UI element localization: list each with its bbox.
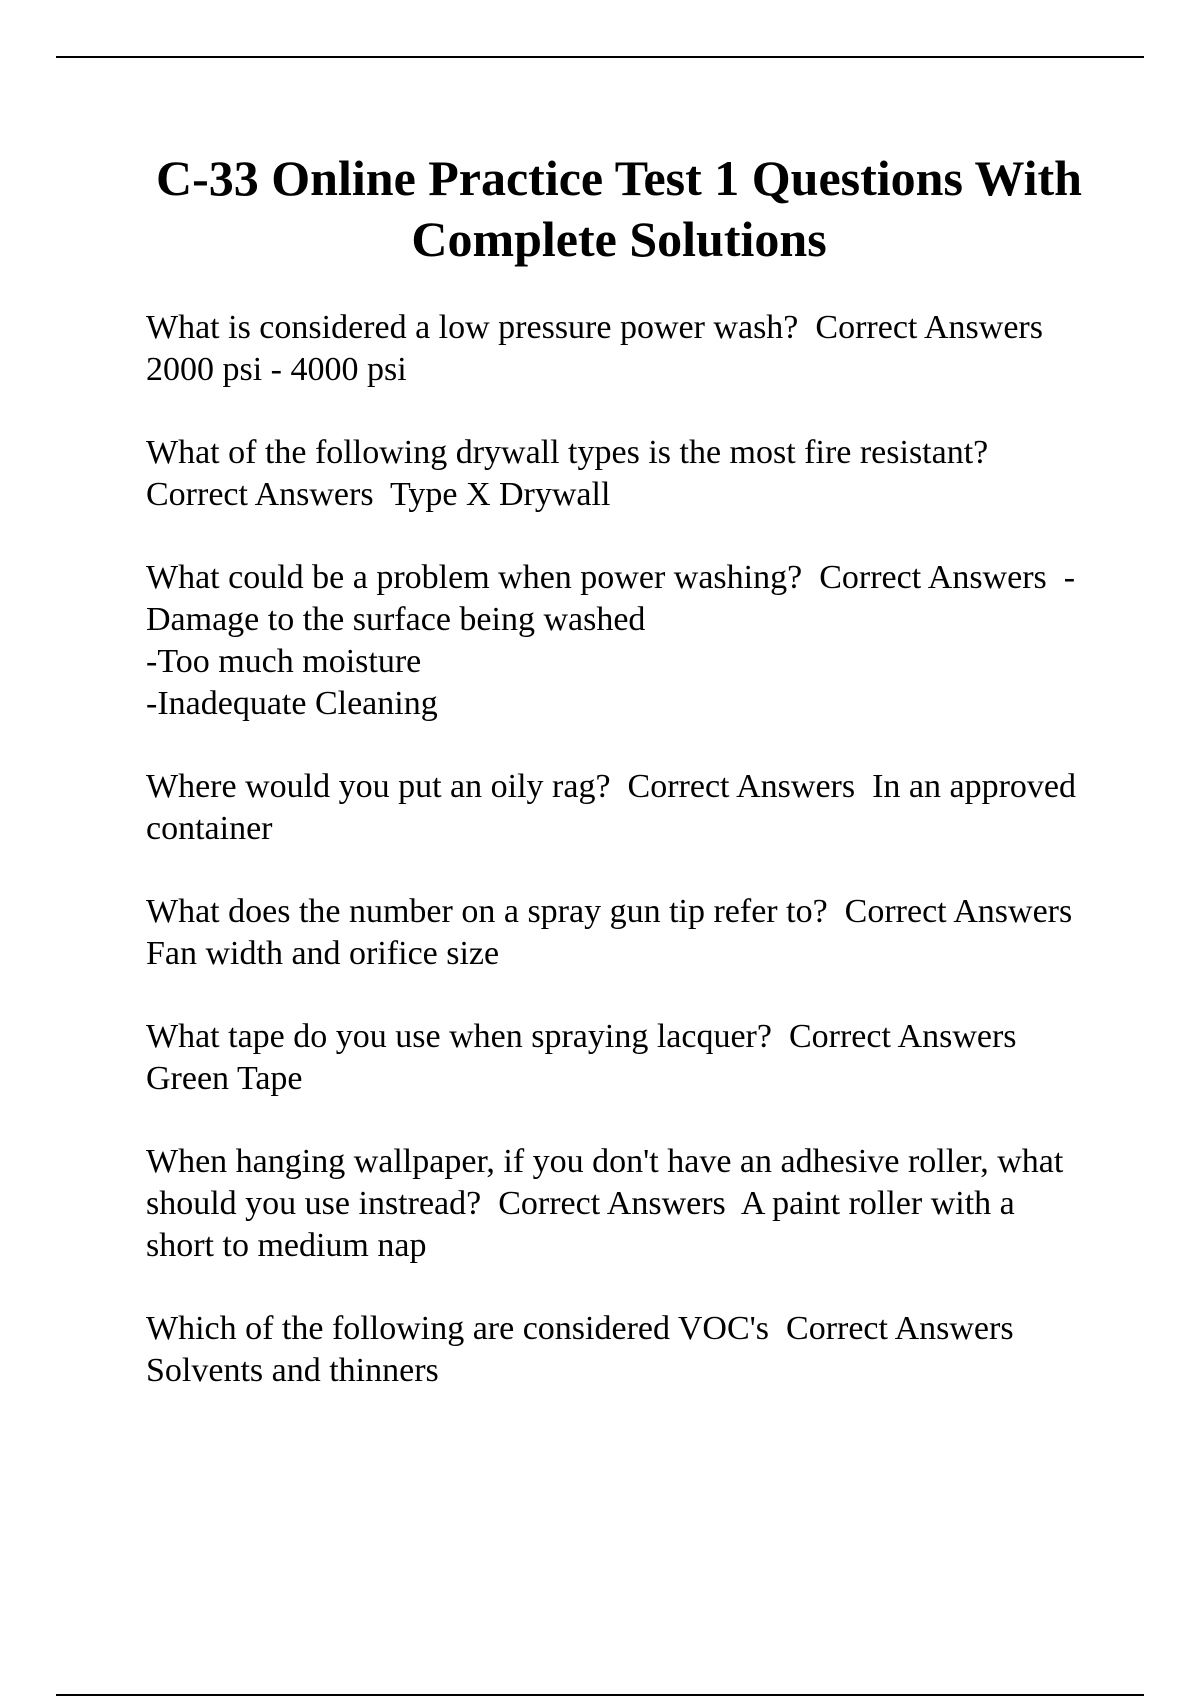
question-text: Which of the following are considered VOC's	[146, 1310, 770, 1347]
answer-text: -Inadequate Cleaning	[146, 685, 438, 722]
qa-item	[146, 891, 1086, 975]
answer-text: Solvents and thinners	[146, 1352, 439, 1389]
answer-text: -Too much moisture	[146, 643, 422, 680]
qa-list	[146, 307, 1086, 1433]
answer-label: Correct Answers	[815, 309, 1043, 346]
bottom-rule	[56, 1694, 1144, 1696]
answer-label: Correct Answers	[146, 476, 374, 513]
answer-text: In an approved container	[146, 768, 1085, 847]
answer-text: A paint roller with a short to medium nap	[146, 1185, 1024, 1264]
answer-label: Correct Answers	[786, 1310, 1014, 1347]
qa-item	[146, 1016, 1086, 1100]
answer-text: Fan width and orifice size	[146, 935, 500, 972]
qa-item	[146, 557, 1086, 725]
question-text: What could be a problem when power washing?	[146, 559, 803, 596]
answer-label: Correct Answers	[788, 1018, 1017, 1055]
answer-text: Green Tape	[146, 1060, 303, 1097]
question-text: What does the number on a spray gun tip refer to?	[146, 893, 828, 930]
document-title: C-33 Online Practice Test 1 Questions With Complete Solutions	[156, 150, 1082, 267]
answer-label: Correct Answers	[627, 768, 856, 805]
answer-text: -Damage to the surface being washed	[146, 559, 1076, 638]
answer-label: Correct Answers	[498, 1185, 726, 1222]
qa-item	[146, 1141, 1086, 1267]
question-text: When hanging wallpaper, if you don't have an adhesive roller, what should you use instread?	[146, 1143, 1072, 1222]
question-text: What of the following drywall types is the most fire resistant?	[146, 434, 989, 471]
question-text: What is considered a low pressure power wash?	[146, 309, 799, 346]
qa-item	[146, 307, 1086, 391]
answer-text: Type X Drywall	[389, 476, 611, 513]
answer-label: Correct Answers	[819, 559, 1047, 596]
question-text: What tape do you use when spraying lacquer?	[146, 1018, 772, 1055]
qa-item	[146, 1308, 1086, 1392]
question-text: Where would you put an oily rag?	[146, 768, 611, 805]
top-rule	[56, 56, 1144, 58]
answer-text: 2000 psi - 4000 psi	[146, 351, 407, 388]
qa-item	[146, 432, 1086, 516]
qa-item	[146, 766, 1086, 850]
answer-label: Correct Answers	[844, 893, 1073, 930]
